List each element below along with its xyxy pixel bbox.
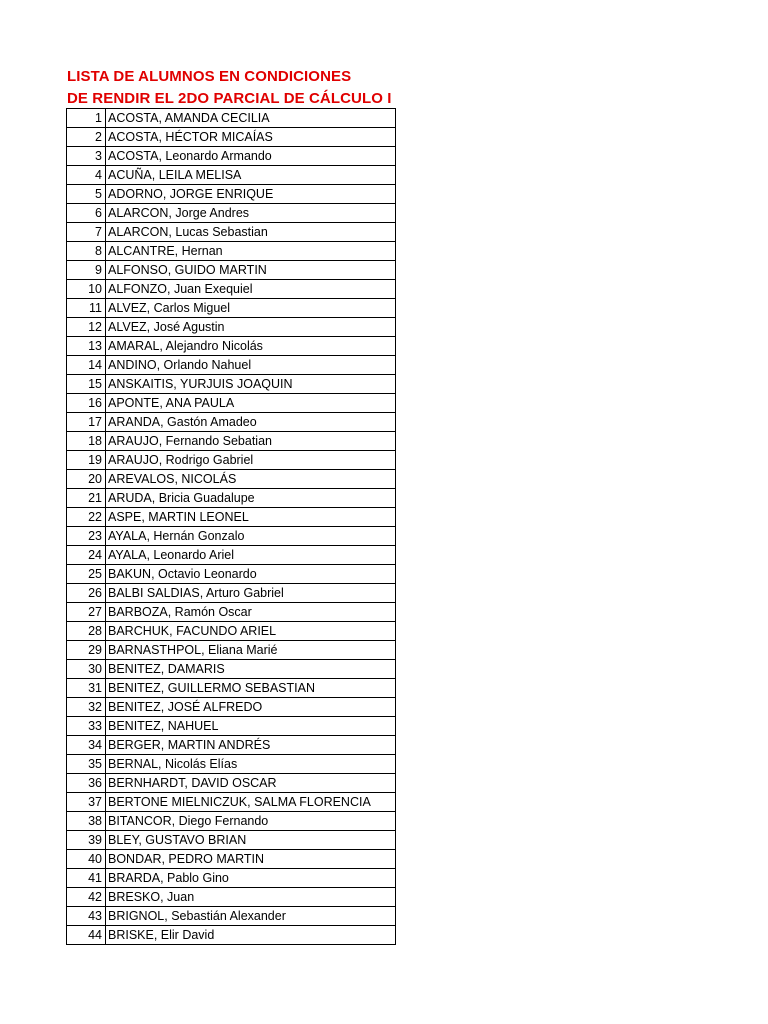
student-name-cell: ALARCON, Jorge Andres xyxy=(106,204,396,223)
table-row xyxy=(67,584,396,603)
table-row xyxy=(67,280,396,299)
student-name-cell: BRISKE, Elir David xyxy=(106,926,396,945)
student-number-cell: 39 xyxy=(67,831,106,850)
student-number-cell: 15 xyxy=(67,375,106,394)
table-row xyxy=(67,679,396,698)
table-row xyxy=(67,527,396,546)
student-name-cell: ACOSTA, Leonardo Armando xyxy=(106,147,396,166)
student-number-cell: 42 xyxy=(67,888,106,907)
student-name-cell: AYALA, Hernán Gonzalo xyxy=(106,527,396,546)
table-row xyxy=(67,755,396,774)
table-row xyxy=(67,698,396,717)
student-name-cell: ANDINO, Orlando Nahuel xyxy=(106,356,396,375)
student-name-cell: BAKUN, Octavio Leonardo xyxy=(106,565,396,584)
student-name-cell: BENITEZ, NAHUEL xyxy=(106,717,396,736)
student-number-cell: 4 xyxy=(67,166,106,185)
document-title-line-2: DE RENDIR EL 2DO PARCIAL DE CÁLCULO I xyxy=(67,90,392,107)
student-number-cell: 2 xyxy=(67,128,106,147)
student-list-table xyxy=(66,108,396,945)
table-row xyxy=(67,147,396,166)
table-row xyxy=(67,432,396,451)
table-row xyxy=(67,660,396,679)
student-name-cell: BONDAR, PEDRO MARTIN xyxy=(106,850,396,869)
student-name-cell: BENITEZ, DAMARIS xyxy=(106,660,396,679)
student-number-cell: 12 xyxy=(67,318,106,337)
student-number-cell: 21 xyxy=(67,489,106,508)
student-number-cell: 27 xyxy=(67,603,106,622)
table-row xyxy=(67,888,396,907)
student-number-cell: 41 xyxy=(67,869,106,888)
student-name-cell: AYALA, Leonardo Ariel xyxy=(106,546,396,565)
student-name-cell: BARBOZA, Ramón Oscar xyxy=(106,603,396,622)
student-name-cell: ANSKAITIS, YURJUIS JOAQUIN xyxy=(106,375,396,394)
table-row xyxy=(67,793,396,812)
student-name-cell: BERTONE MIELNICZUK, SALMA FLORENCIA xyxy=(106,793,396,812)
student-number-cell: 20 xyxy=(67,470,106,489)
student-number-cell: 36 xyxy=(67,774,106,793)
table-row xyxy=(67,394,396,413)
table-row xyxy=(67,565,396,584)
student-name-cell: ALFONSO, GUIDO MARTIN xyxy=(106,261,396,280)
table-row xyxy=(67,831,396,850)
student-name-cell: ARANDA, Gastón Amadeo xyxy=(106,413,396,432)
student-number-cell: 40 xyxy=(67,850,106,869)
student-name-cell: ACUÑA, LEILA MELISA xyxy=(106,166,396,185)
student-number-cell: 35 xyxy=(67,755,106,774)
table-row xyxy=(67,603,396,622)
student-list-body xyxy=(67,109,396,945)
student-number-cell: 18 xyxy=(67,432,106,451)
student-number-cell: 3 xyxy=(67,147,106,166)
student-name-cell: ALCANTRE, Hernan xyxy=(106,242,396,261)
student-name-cell: BENITEZ, JOSÉ ALFREDO xyxy=(106,698,396,717)
student-name-cell: BRARDA, Pablo Gino xyxy=(106,869,396,888)
student-number-cell: 5 xyxy=(67,185,106,204)
student-number-cell: 7 xyxy=(67,223,106,242)
table-row xyxy=(67,641,396,660)
table-row xyxy=(67,242,396,261)
student-number-cell: 25 xyxy=(67,565,106,584)
student-number-cell: 32 xyxy=(67,698,106,717)
student-number-cell: 22 xyxy=(67,508,106,527)
table-row xyxy=(67,812,396,831)
student-name-cell: BARNASTHPOL, Eliana Marié xyxy=(106,641,396,660)
student-number-cell: 9 xyxy=(67,261,106,280)
table-row xyxy=(67,413,396,432)
table-row xyxy=(67,622,396,641)
table-row xyxy=(67,356,396,375)
student-name-cell: ARAUJO, Fernando Sebatian xyxy=(106,432,396,451)
student-number-cell: 13 xyxy=(67,337,106,356)
student-name-cell: BITANCOR, Diego Fernando xyxy=(106,812,396,831)
student-number-cell: 30 xyxy=(67,660,106,679)
student-name-cell: ACOSTA, AMANDA CECILIA xyxy=(106,109,396,128)
table-row xyxy=(67,375,396,394)
table-row xyxy=(67,850,396,869)
student-number-cell: 8 xyxy=(67,242,106,261)
student-number-cell: 6 xyxy=(67,204,106,223)
student-name-cell: ARUDA, Bricia Guadalupe xyxy=(106,489,396,508)
table-row xyxy=(67,166,396,185)
table-row xyxy=(67,261,396,280)
student-number-cell: 38 xyxy=(67,812,106,831)
student-number-cell: 14 xyxy=(67,356,106,375)
student-name-cell: BENITEZ, GUILLERMO SEBASTIAN xyxy=(106,679,396,698)
student-name-cell: ACOSTA, HÉCTOR MICAÍAS xyxy=(106,128,396,147)
table-row xyxy=(67,736,396,755)
student-number-cell: 10 xyxy=(67,280,106,299)
student-name-cell: ARAUJO, Rodrigo Gabriel xyxy=(106,451,396,470)
student-name-cell: ALVEZ, Carlos Miguel xyxy=(106,299,396,318)
student-name-cell: BERNHARDT, DAVID OSCAR xyxy=(106,774,396,793)
student-number-cell: 33 xyxy=(67,717,106,736)
table-row xyxy=(67,223,396,242)
student-number-cell: 11 xyxy=(67,299,106,318)
student-name-cell: ADORNO, JORGE ENRIQUE xyxy=(106,185,396,204)
student-name-cell: ALVEZ, José Agustin xyxy=(106,318,396,337)
student-number-cell: 28 xyxy=(67,622,106,641)
table-row xyxy=(67,926,396,945)
student-name-cell: ALFONZO, Juan Exequiel xyxy=(106,280,396,299)
student-number-cell: 17 xyxy=(67,413,106,432)
student-number-cell: 37 xyxy=(67,793,106,812)
student-number-cell: 23 xyxy=(67,527,106,546)
document-title-line-1: LISTA DE ALUMNOS EN CONDICIONES xyxy=(67,68,352,85)
student-number-cell: 43 xyxy=(67,907,106,926)
student-number-cell: 34 xyxy=(67,736,106,755)
student-number-cell: 19 xyxy=(67,451,106,470)
student-name-cell: ASPE, MARTIN LEONEL xyxy=(106,508,396,527)
student-number-cell: 16 xyxy=(67,394,106,413)
student-name-cell: BARCHUK, FACUNDO ARIEL xyxy=(106,622,396,641)
student-number-cell: 1 xyxy=(67,109,106,128)
table-row xyxy=(67,907,396,926)
table-row xyxy=(67,489,396,508)
table-row xyxy=(67,470,396,489)
student-number-cell: 31 xyxy=(67,679,106,698)
table-row xyxy=(67,109,396,128)
student-name-cell: APONTE, ANA PAULA xyxy=(106,394,396,413)
table-row xyxy=(67,508,396,527)
table-row xyxy=(67,451,396,470)
student-name-cell: AREVALOS, NICOLÁS xyxy=(106,470,396,489)
table-row xyxy=(67,337,396,356)
table-row xyxy=(67,185,396,204)
student-name-cell: AMARAL, Alejandro Nicolás xyxy=(106,337,396,356)
table-row xyxy=(67,204,396,223)
table-row xyxy=(67,774,396,793)
student-number-cell: 26 xyxy=(67,584,106,603)
table-row xyxy=(67,128,396,147)
student-name-cell: ALARCON, Lucas Sebastian xyxy=(106,223,396,242)
student-name-cell: BRIGNOL, Sebastián Alexander xyxy=(106,907,396,926)
table-row xyxy=(67,546,396,565)
student-number-cell: 44 xyxy=(67,926,106,945)
student-name-cell: BERGER, MARTIN ANDRÉS xyxy=(106,736,396,755)
table-row xyxy=(67,299,396,318)
table-row xyxy=(67,869,396,888)
student-name-cell: BLEY, GUSTAVO BRIAN xyxy=(106,831,396,850)
student-name-cell: BRESKO, Juan xyxy=(106,888,396,907)
student-name-cell: BERNAL, Nicolás Elías xyxy=(106,755,396,774)
table-row xyxy=(67,318,396,337)
table-row xyxy=(67,717,396,736)
student-number-cell: 24 xyxy=(67,546,106,565)
student-name-cell: BALBI SALDIAS, Arturo Gabriel xyxy=(106,584,396,603)
student-number-cell: 29 xyxy=(67,641,106,660)
